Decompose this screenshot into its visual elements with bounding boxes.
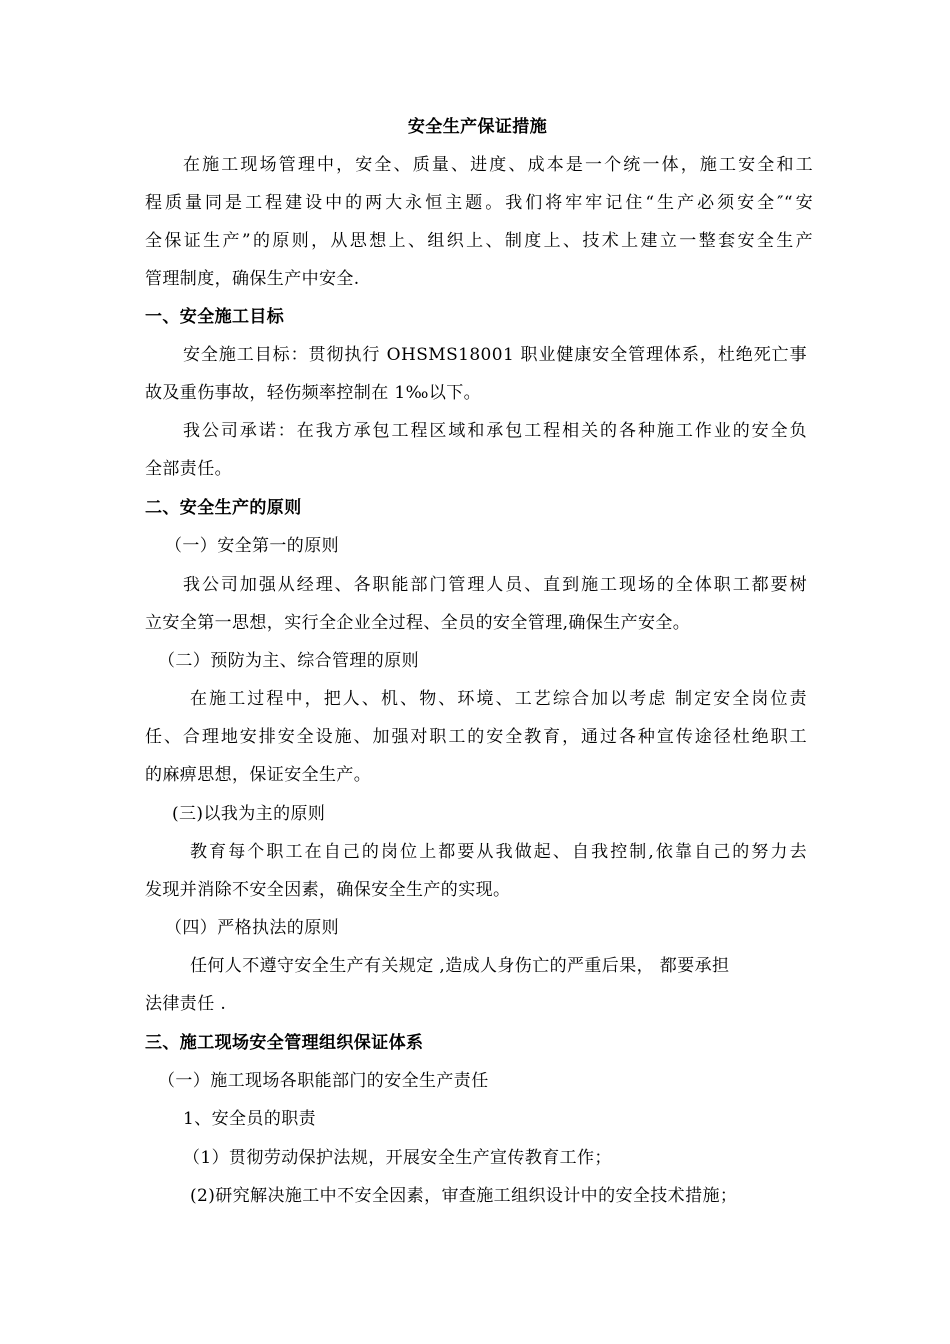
section-3-sub-1-title: （一）施工现场各职能部门的安全生产责任 (158, 1071, 489, 1091)
section-2-sub-2-line-2: 任、合理地安排安全设施、加强对职工的安全教育，通过各种宣传途径杜绝职工 (145, 727, 807, 747)
section-2-sub-3-line-1: 教育每个职工在自己的岗位上都要从我做起、自我控制,依靠自己的努力去 (190, 842, 807, 862)
section-3-duty-2: (2)研究解决施工中不安全因素，审查施工组织设计中的安全技术措施； (190, 1186, 738, 1206)
section-3-duty-1: （1）贯彻劳动保护法规，开展安全生产宣传教育工作； (183, 1148, 612, 1168)
intro-line-4: 管理制度，确保生产中安全. (145, 269, 360, 289)
section-1-p1-line-2: 故及重伤事故，轻伤频率控制在 1‰以下。 (145, 383, 482, 403)
intro-line-1: 在施工现场管理中，安全、质量、进度、成本是一个统一体，施工安全和工 (183, 155, 813, 175)
section-1-p1-line-1: 安全施工目标：贯彻执行 OHSMS18001 职业健康安全管理体系，杜绝死亡事 (183, 345, 807, 365)
section-2-sub-2-line-1: 在施工过程中，把人、机、物、环境、工艺综合加以考虑 制定安全岗位责 (190, 689, 807, 709)
section-2-sub-3-title: (三)以我为主的原则 (172, 804, 326, 824)
section-1-p2-line-1: 我公司承诺：在我方承包工程区域和承包工程相关的各种施工作业的安全负 (183, 421, 807, 441)
section-2-sub-1-title: （一）安全第一的原则 (165, 536, 339, 556)
section-1-p2-line-2: 全部责任。 (145, 459, 232, 479)
section-2-sub-1-line-2: 立安全第一思想，实行全企业全过程、全员的安全管理,确保生产安全。 (145, 613, 691, 633)
section-2-heading: 二、安全生产的原则 (145, 498, 302, 518)
section-1-heading: 一、安全施工目标 (145, 307, 285, 327)
section-3-heading: 三、施工现场安全管理组织保证体系 (145, 1033, 424, 1053)
section-3-item-1-title: 1、安全员的职责 (183, 1109, 317, 1129)
section-2-sub-2-line-3: 的麻痹思想，保证安全生产。 (145, 765, 372, 785)
document-title: 安全生产保证措施 (407, 117, 548, 137)
section-2-sub-4-line-1: 任何人不遵守安全生产有关规定 ,造成人身伤亡的严重后果， 都要承担 (190, 956, 730, 976)
section-2-sub-2-title: （二）预防为主、综合管理的原则 (158, 651, 419, 671)
intro-line-2: 程质量同是工程建设中的两大永恒主题。我们将牢牢记住“生产必须安全″“安 (145, 193, 813, 213)
section-2-sub-3-line-2: 发现并消除不安全因素，确保安全生产的实现。 (145, 880, 511, 900)
section-2-sub-4-title: （四）严格执法的原则 (165, 918, 339, 938)
intro-line-3: 全保证生产”的原则，从思想上、组织上、制度上、技术上建立一整套安全生产 (145, 231, 813, 251)
section-2-sub-4-line-2: 法律责任 . (145, 994, 227, 1014)
section-2-sub-1-line-1: 我公司加强从经理、各职能部门管理人员、直到施工现场的全体职工都要树 (183, 575, 807, 595)
